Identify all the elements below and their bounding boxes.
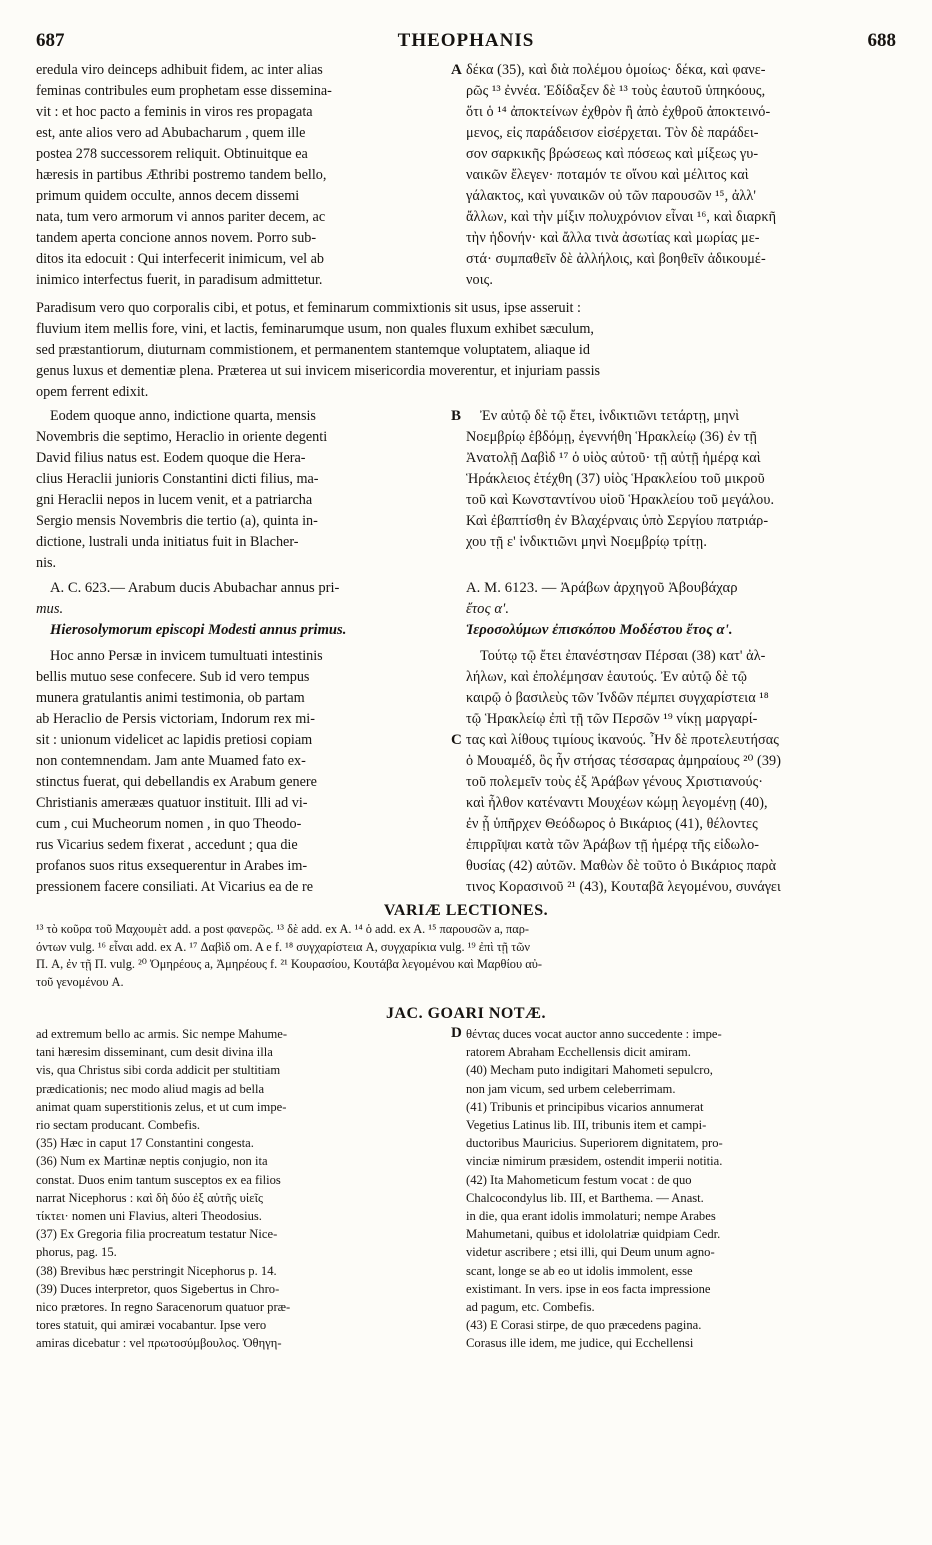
greek-text-line: ρῶς ¹³ ἐννέα. Ἐδίδαξεν δὲ ¹³ τοὺς ἑαυτοῦ ὑπηκόους, xyxy=(466,83,766,99)
section-one-columns xyxy=(36,60,896,298)
greek-column xyxy=(466,646,896,898)
greek-text-line: νοις. xyxy=(466,272,493,288)
variae-lectiones xyxy=(36,921,896,991)
margin-marker-c: C xyxy=(451,732,462,748)
note-line: tani hæresim disseminant, cum desit divina illa xyxy=(36,1045,273,1060)
note-line: amiras dicebatur : vel πρωτοσύμβουλος. Ὀθηγη- xyxy=(36,1336,282,1351)
note-line: (37) Ex Gregoria filia procreatum testatur Nice- xyxy=(36,1227,278,1242)
latin-column xyxy=(36,60,448,291)
note-line: Mahumetani, quibus et idololatriæ quidpiam Cedr. xyxy=(466,1227,721,1242)
greek-column xyxy=(466,60,896,291)
latin-text-line: cum , cui Mucheorum nomen , in quo Theodo- xyxy=(36,816,302,832)
latin-text-line: David filius natus est. Eodem quoque die Hera- xyxy=(36,450,306,466)
note-line: (35) Hæc in caput 17 Constantini congesta. xyxy=(36,1136,254,1151)
greek-text-line: δέκα (35), καὶ διὰ πολέμου ὁμοίως· δέκα, καὶ φανε- xyxy=(466,62,766,78)
latin-text-line: hæresis in partibus Æthribi postremo tandem bello, xyxy=(36,167,327,183)
greek-text-line: τας καὶ λίθους τιμίους ἱκανούς. Ἦν δὲ προτελευτήσας xyxy=(466,732,779,748)
note-line: ad extremum bello ac armis. Sic nempe Mahume- xyxy=(36,1027,288,1041)
greek-text-line: ὅτι ὁ ¹⁴ ἀποκτείνων ἐχθρὸν ἢ ἀπὸ ἐχθροῦ ἀποκτεινό- xyxy=(466,104,771,120)
variant-reading-line: τοῦ γενομένου A. xyxy=(36,974,124,989)
greek-column xyxy=(466,406,896,553)
greek-text-line: μενος, εἰς παράδεισον εἰσέρχεται. Τὸν δὲ παράδει- xyxy=(466,125,759,141)
greek-text-line: τοῦ πολεμεῖν τοὺς ἐξ Ἀράβων γένους Χριστιανούς· xyxy=(466,774,764,790)
latin-text-line: feminas contribules eum prophetam esse dissemina- xyxy=(36,83,332,99)
section-three-columns xyxy=(36,646,896,900)
note-line: constat. Duos enim tantum susceptos ex ea filios xyxy=(36,1172,281,1187)
latin-text-line: Christianis amerææs quatuor instituit. Illi ad vi- xyxy=(36,795,308,811)
greek-text-line: Ἡράκλειος ἐτέχθη (37) υἱὸς Ἡρακλείου τοῦ μικροῦ xyxy=(466,471,765,487)
greek-year-heading-cont: ἔτος α'. xyxy=(466,601,510,617)
note-line: non jam vicum, sed urbem celeberrimam. xyxy=(466,1081,676,1096)
note-line: phorus, pag. 15. xyxy=(36,1245,117,1260)
note-line: τίκτει· nomen uni Flavius, alteri Theodosius. xyxy=(36,1209,262,1224)
greek-text-line: ἐπιρρῖψαι κατὰ τῶν Ἀράβων τῇ ἡμέρᾳ τῆς εἰδωλο- xyxy=(466,837,760,853)
latin-text-line: primum quidem occulte, annos decem dissemi xyxy=(36,188,300,204)
latin-text-line: Sergio mensis Novembris die tertio (a), quinta in- xyxy=(36,513,318,529)
greek-text-line: ἄλλων, καὶ τὴν μίξιν πολυχρόνιον εἶναι ¹⁶, καὶ διαρκῆ xyxy=(466,209,777,225)
running-header xyxy=(36,30,896,54)
note-line: vinciæ nimirum præsidem, ostendit imperii notitia. xyxy=(466,1154,723,1169)
greek-text-line: τοῦ καὶ Κωνσταντίνου υἱοῦ Ἡρακλείου τοῦ μεγάλου. xyxy=(466,492,775,508)
greek-text-line: λήλων, καὶ ἐπολέμησαν ἑαυτούς. Ἐν αὐτῷ δὲ τῷ xyxy=(466,669,748,685)
note-line: (36) Num ex Martinæ neptis conjugio, non ita xyxy=(36,1154,268,1169)
note-line: videtur ascribere ; etsi illi, qui Deum unum agno- xyxy=(466,1245,715,1260)
note-line: rio sectam producant. Combefis. xyxy=(36,1118,201,1133)
note-line: vis, qua Christus sibi corda addicit per stultitiam xyxy=(36,1063,281,1078)
latin-text-line: non contemnendam. Jam ante Muamed fato ex- xyxy=(36,753,306,769)
latin-column xyxy=(36,406,448,574)
notae-title: JAC. GOARI NOTÆ. xyxy=(385,1005,546,1022)
note-line: tores statuit, qui amiræi vocabantur. Ipse vero xyxy=(36,1318,267,1333)
margin-marker-a: A xyxy=(451,62,462,78)
note-line: prædicationis; nec modo aliud magis ad bella xyxy=(36,1081,265,1096)
greek-text-line: σον σαρκικῆς βρώσεως καὶ πόσεως καὶ μίξεως γυ- xyxy=(466,146,759,162)
latin-year-heading-cont: mus. xyxy=(36,601,64,617)
note-line: θέντας duces vocat auctor anno succedente : impe- xyxy=(466,1027,722,1041)
latin-text-line: inimico interfectus fuerit, in paradisum admittetur. xyxy=(36,272,323,288)
greek-text-line: καὶ ἦλθον κατέναντι Μουχέων κώμῃ λεγομένῃ (40), xyxy=(466,795,768,811)
greek-text-line: καιρῷ ὁ βασιλεὺς τῶν Ἰνδῶν πέμπει συγχαρίστεια ¹⁸ xyxy=(466,690,769,706)
latin-text-line: postea 278 successorem reliquit. Obtinuitque ea xyxy=(36,146,308,162)
latin-text-line: vit : et hoc pacto a feminis in viros res propagata xyxy=(36,104,313,120)
note-line: ratorem Abraham Ecchellensis dicit amiram. xyxy=(466,1045,691,1060)
full-width-paragraph xyxy=(36,298,896,403)
latin-text-line: sit : unionum videlicet ac lapidis pretiosi copiam xyxy=(36,732,313,748)
latin-text-line: nis. xyxy=(36,555,57,571)
note-line: Corasus ille idem, me judice, qui Ecchellensi xyxy=(466,1336,694,1351)
greek-text-line: Ἀνατολῇ Δαβὶδ ¹⁷ ὁ υἱὸς αὐτοῦ· τῇ αὐτῇ ἡμέρᾳ καὶ xyxy=(466,450,761,466)
greek-text-line: Ἐν αὐτῷ δὲ τῷ ἔτει, ἰνδικτιῶνι τετάρτῃ, μηνὶ xyxy=(480,408,740,424)
latin-text-line: dictione, lustrali unda initiatus fuit in Blacher- xyxy=(36,534,299,550)
latin-text-line: Eodem quoque anno, indictione quarta, mensis xyxy=(50,408,316,424)
greek-text-line: Τούτῳ τῷ ἔτει ἐπανέστησαν Πέρσαι (38) κατ' ἀλ- xyxy=(480,648,766,664)
greek-text-line: τῷ Ἡρακλείῳ ἐπὶ τῇ τῶν Περσῶν ¹⁹ νίκῃ μαργαρί- xyxy=(466,711,758,727)
variant-reading-line: Π. A, ἐν τῇ Π. vulg. ²⁰ Ὀμηρέους a, Ἀμηρέους f. ²¹ Κουρασίου, Κουτάβα λεγομένου καὶ Μαρθίου αὐ- xyxy=(36,957,542,971)
full-text-line: Paradisum vero quo corporalis cibi, et potus, et feminarum commixtionis sit usus, ipse asseruit : xyxy=(36,300,581,316)
running-title: THEOPHANIS xyxy=(397,30,535,51)
greek-text-line: γάλακτος, καὶ γυναικῶν οὐ τῶν παρουσῶν ¹⁵, ἀλλ' xyxy=(466,188,757,204)
latin-text-line: est, ante alios vero ad Abubacharum , quem ille xyxy=(36,125,306,141)
note-line: (43) E Corasi stirpe, de quo præcedens pagina. xyxy=(466,1318,702,1333)
note-line: in die, qua erant idolis immolaturi; nempe Arabes xyxy=(466,1209,716,1224)
greek-year-heading: A. M. 6123. — Ἀράβων ἀρχηγοῦ Ἀβουβάχαρ xyxy=(466,580,738,596)
latin-year-heading: A. C. 623.— Arabum ducis Abubachar annus pri- xyxy=(50,580,340,596)
note-line: (41) Tribunis et principibus vicarios annumerat xyxy=(466,1099,704,1114)
notae-columns xyxy=(36,1025,896,1355)
greek-text-line: ἐν ᾗ ὑπῆρχεν Θεόδωρος ὁ Βικάριος (41), θέλοντες xyxy=(466,816,758,832)
note-line: Vegetius Latinus lib. III, tribunis item et campi- xyxy=(466,1118,707,1133)
latin-text-line: nata, tum vero armorum vi annos pariter decem, ac xyxy=(36,209,326,225)
right-page-number: 688 xyxy=(867,30,896,51)
greek-text-line: Καὶ ἐβαπτίσθη ἐν Βλαχέρναις ὑπὸ Σεργίου πατριάρ- xyxy=(466,513,769,529)
latin-text-line: stinctus fuerat, qui debellandis ex Arabum genere xyxy=(36,774,317,790)
latin-column xyxy=(36,646,448,898)
variant-reading-line: ¹³ τὸ κοῦρα τοῦ Μαχουμὲτ add. a post φανερῶς. ¹³ δὲ add. ex A. ¹⁴ ὁ add. ex A. ¹⁵ παρουσῶν a, παρ- xyxy=(36,922,530,936)
greek-text-line: τὴν ἡδονήν· καὶ ἄλλα τινὰ ἀσωτίας καὶ μωρίας με- xyxy=(466,230,760,246)
latin-text-line: Novembris die septimo, Heraclio in oriente degenti xyxy=(36,429,328,445)
greek-text-line: τινος Κορασινοῦ ²¹ (43), Κουταβᾶ λεγομένου, συνάγει xyxy=(466,879,781,895)
variant-reading-line: όντων vulg. ¹⁶ εἶναι add. ex A. ¹⁷ Δαβὶδ om. A e f. ¹⁸ συγχαρίστεια A, συγχαρίκια vulg. ¹⁹ ἐπὶ τῇ τῶν xyxy=(36,939,530,954)
margin-marker-d: D xyxy=(451,1025,462,1041)
note-line: (39) Duces interpretor, quos Sigebertus in Chro- xyxy=(36,1281,280,1296)
document-page xyxy=(36,30,896,1355)
note-line: animat quam superstitionis zelus, et ut cum impe- xyxy=(36,1099,287,1114)
note-line: nico prætores. In regno Saracenorum quatuor præ- xyxy=(36,1300,291,1315)
greek-text-line: ναικῶν ἔλεγεν· ποταμόν τε οἴνου καὶ μέλιτος καὶ xyxy=(466,167,749,183)
variae-lectiones-title: VARIÆ LECTIONES. xyxy=(383,902,549,919)
note-line: (40) Mecham puto indigitari Mahometi sepulcro, xyxy=(466,1063,713,1078)
latin-text-line: tandem aperta concione annos novem. Porro sub- xyxy=(36,230,317,246)
greek-text-line: χου τῇ ε' ἰνδικτιῶνι μηνὶ Νοεμβρίῳ τρίτῃ. xyxy=(466,534,707,550)
full-text-line: fluvium item mellis fore, vini, et lactis, feminarumque usum, non quales fluxum exhibet sæculum, xyxy=(36,321,594,337)
note-line: narrat Nicephorus : καὶ δὴ δύο ἐξ αὐτῆς υἱεῖς xyxy=(36,1190,263,1205)
left-page-number: 687 xyxy=(36,30,65,51)
note-line: (38) Brevibus hæc perstringit Nicephorus p. 14. xyxy=(36,1263,277,1278)
latin-text-line: Hoc anno Persæ in invicem tumultuati intestinis xyxy=(50,648,323,664)
latin-text-line: clius Heraclii junioris Constantini dicti filius, ma- xyxy=(36,471,319,487)
note-line: (42) Ita Mahometicum festum vocat : de quo xyxy=(466,1172,692,1187)
greek-text-line: Νοεμβρίῳ ἑβδόμῃ, ἐγεννήθη Ἡρακλείῳ (36) ἐν τῇ xyxy=(466,429,758,445)
note-line: existimant. In vers. ipse in eos facta impressione xyxy=(466,1281,711,1296)
latin-text-line: pressionem facere consiliati. At Vicarius ea de re xyxy=(36,879,314,895)
latin-text-line: eredula viro deinceps adhibuit fidem, ac inter alias xyxy=(36,62,323,78)
greek-text-line: στά· συμπαθεῖν δὲ ἀλλήλοις, καὶ βοηθεῖν ἀδικουμέ- xyxy=(466,251,766,267)
greek-text-line: θυσίας (42) αὐτῶν. Μαθὼν δὲ τοῦτο ὁ Βικάριος παρὰ xyxy=(466,858,777,874)
latin-text-line: ab Heraclio de Persis victoriam, Indorum rex mi- xyxy=(36,711,315,727)
full-text-line: sed præstantiorum, diuturnam commistionem, et permanentem stantemque voluptatem, aliaque id xyxy=(36,342,590,358)
latin-text-line: rus Vicarius sedem fixerat , accedunt ; qua die xyxy=(36,837,298,853)
margin-marker-b: B xyxy=(451,408,462,424)
notes-left-column xyxy=(36,1025,448,1353)
greek-bishop-heading: Ἱεροσολύμων ἐπισκόπου Μοδέστου ἔτος α'. xyxy=(466,622,733,638)
notes-right-column xyxy=(466,1025,896,1353)
latin-text-line: munera gratulantis animi testimonia, ob partam xyxy=(36,690,305,706)
section-two-columns xyxy=(36,406,896,578)
latin-text-line: gni Heraclii nepos in lucem venit, et a patriarcha xyxy=(36,492,313,508)
latin-bishop-heading: Hierosolymorum episcopi Modesti annus primus. xyxy=(50,622,347,638)
greek-text-line: ὁ Μουαμέδ, ὃς ἦν στήσας τέσσαρας ἀμηραίους ²⁰ (39) xyxy=(466,753,782,769)
full-text-line: opem ferrent edixit. xyxy=(36,384,149,400)
latin-text-line: ditos ita edocuit : Qui interfecerit inimicum, vel ab xyxy=(36,251,325,267)
note-line: ductoribus Mauricius. Superiorem dignitatem, pro- xyxy=(466,1136,723,1151)
full-text-line: genus luxus et dementiæ plena. Præterea ut sui invicem misericordia moverentur, et injuriam passis xyxy=(36,363,601,379)
note-line: scant, longe se ab eo ut idolis immolent, esse xyxy=(466,1263,693,1278)
note-line: ad pagum, etc. Combefis. xyxy=(466,1300,595,1315)
latin-text-line: bellis mutuo sese confecere. Sub id vero tempus xyxy=(36,669,310,685)
section-three-headings xyxy=(36,578,896,646)
note-line: Chalcocondylus lib. III, et Barthema. — Anast. xyxy=(466,1190,704,1205)
latin-text-line: profanos suos ritus exsequerentur in Arabes im- xyxy=(36,858,308,874)
